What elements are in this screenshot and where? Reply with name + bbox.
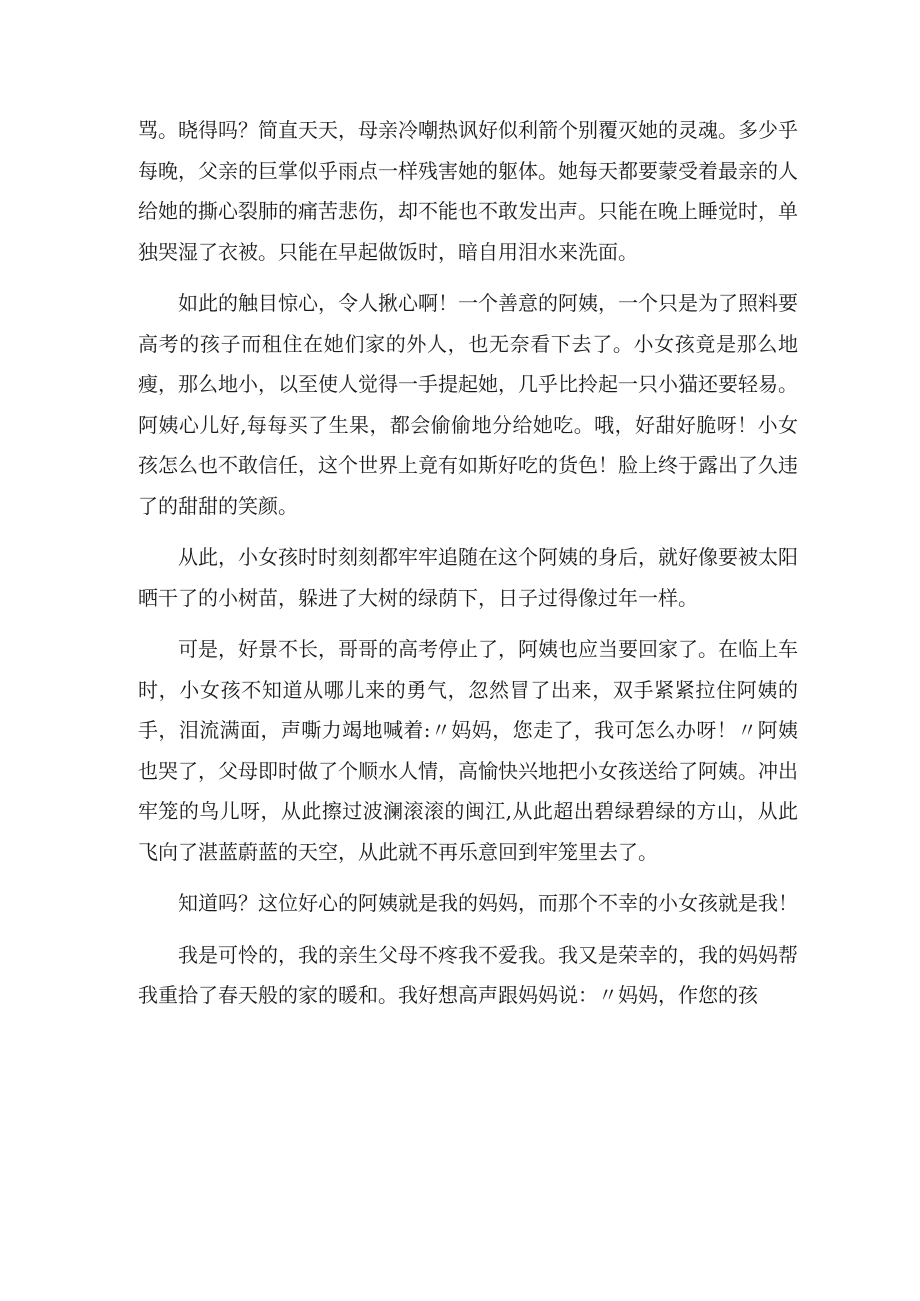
paragraph: 知道吗？这位好心的阿姨就是我的妈妈，而那个不幸的小女孩就是我！ (178, 891, 798, 915)
paragraph: 我是可怜的，我的亲生父母不疼我不爱我。我又是荣幸的，我的妈妈帮我重拾了春天般的家的暖和。我好想高声跟妈妈说：〃妈妈，作您的孩 (138, 942, 798, 1007)
paragraph: 骂。晓得吗？简直天天，母亲冷嘲热讽好似利箭个别覆灭她的灵魂。多少乎每晚，父亲的巨掌似乎雨点一样残害她的躯体。她每天都要蒙受着最亲的人给她的撕心裂肺的痛苦悲伤，却不能也不敢发出声。只能在晚上睡觉时，单独哭湿了衣被。只能在早起做饭时，暗自用泪水来洗面。 (138, 118, 798, 264)
paragraph: 如此的触目惊心，令人揪心啊！一个善意的阿姨，一个只是为了照料要高考的孩子而租住在她们家的外人，也无奈看下去了。小女孩竟是那么地瘦，那么地小，以至使人觉得一手提起她，几乎比拎起一只小猫还要轻易。阿姨心儿好,每每买了生果，都会偷偷地分给她吃。哦，好甜好脆呀！小女孩怎么也不敢信任，这个世界上竟有如斯好吃的货色！脸上终于露出了久违了的甜甜的笑颜。 (138, 291, 798, 518)
paragraph: 从此，小女孩时时刻刻都牢牢追随在这个阿姨的身后，就好像要被太阳晒干了的小树苗，躲进了大树的绿荫下，日子过得像过年一样。 (138, 545, 798, 610)
paragraph: 可是，好景不长，哥哥的高考停止了，阿姨也应当要回家了。在临上车时，小女孩不知道从哪儿来的勇气，忽然冒了出来，双手紧紧拉住阿姨的手，泪流满面，声嘶力竭地喊着:〃妈妈，您走了，我可怎么办呀！〃阿姨也哭了，父母即时做了个顺水人情，高愉快兴地把小女孩送给了阿姨。冲出牢笼的鸟儿呀，从此擦过波澜滚滚的闽江,从此超出碧绿碧绿的方山，从此飞向了湛蓝蔚蓝的天空，从此就不再乐意回到牢笼里去了。 (138, 637, 798, 864)
document-page (138, 110, 798, 1027)
